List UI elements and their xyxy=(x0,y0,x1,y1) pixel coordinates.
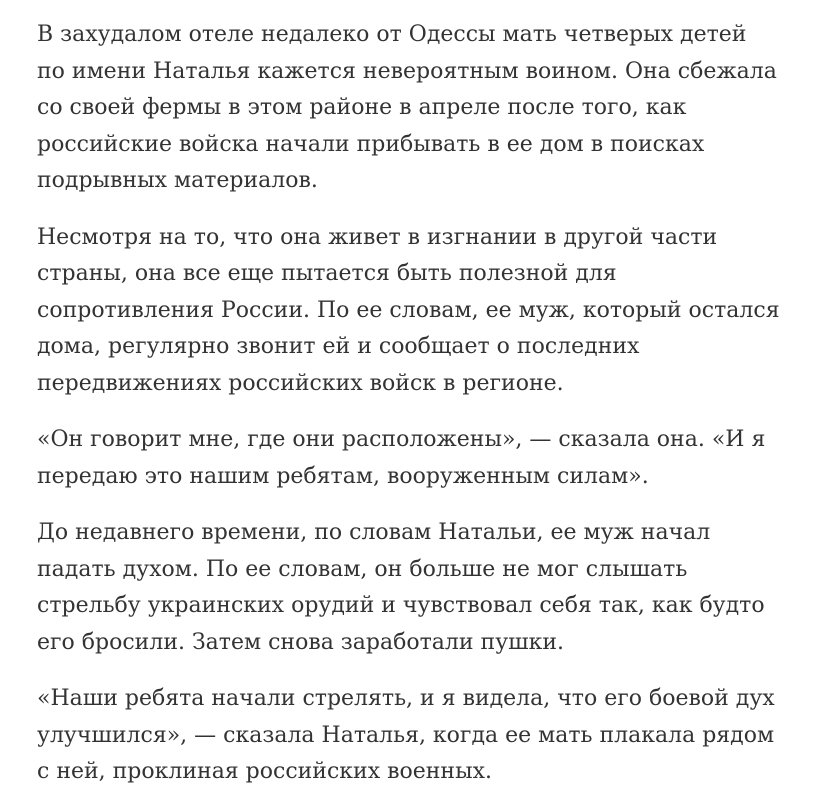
article-paragraph-2: Несмотря на то, что она живет в изгнании в другой части страны, она все еще пытается быть полезной для сопротивления России. По ее словам, ее муж, который остался дома, регулярно звонит ей и сообщает о последних передвижениях российских войск в регионе. xyxy=(37,224,780,396)
article-paragraph-5: «Наши ребята начали стрелять, и я видела, что его боевой дух улучшился», — сказала Наталья, когда ее мать плакала рядом с ней, проклиная российских военных. xyxy=(37,686,775,784)
article-paragraph-3: «Он говорит мне, где они расположены», — сказала она. «И я передаю это нашим ребятам, вооруженным силам». xyxy=(37,427,766,489)
article-paragraph-1: В захудалом отеле недалеко от Одессы мать четверых детей по имени Наталья кажется невероятным воином. Она сбежала со своей фермы в этом районе в апреле после того, как российские войска начали прибывать в ее дом в поисках подрывных материалов. xyxy=(37,22,777,193)
article-paragraph-4: До недавнего времени, по словам Натальи, ее муж начал падать духом. По ее словам, он больше не мог слышать стрельбу украинских орудий и чувствовал себя так, как будто его бросили. Затем снова заработали пушки. xyxy=(37,520,765,655)
